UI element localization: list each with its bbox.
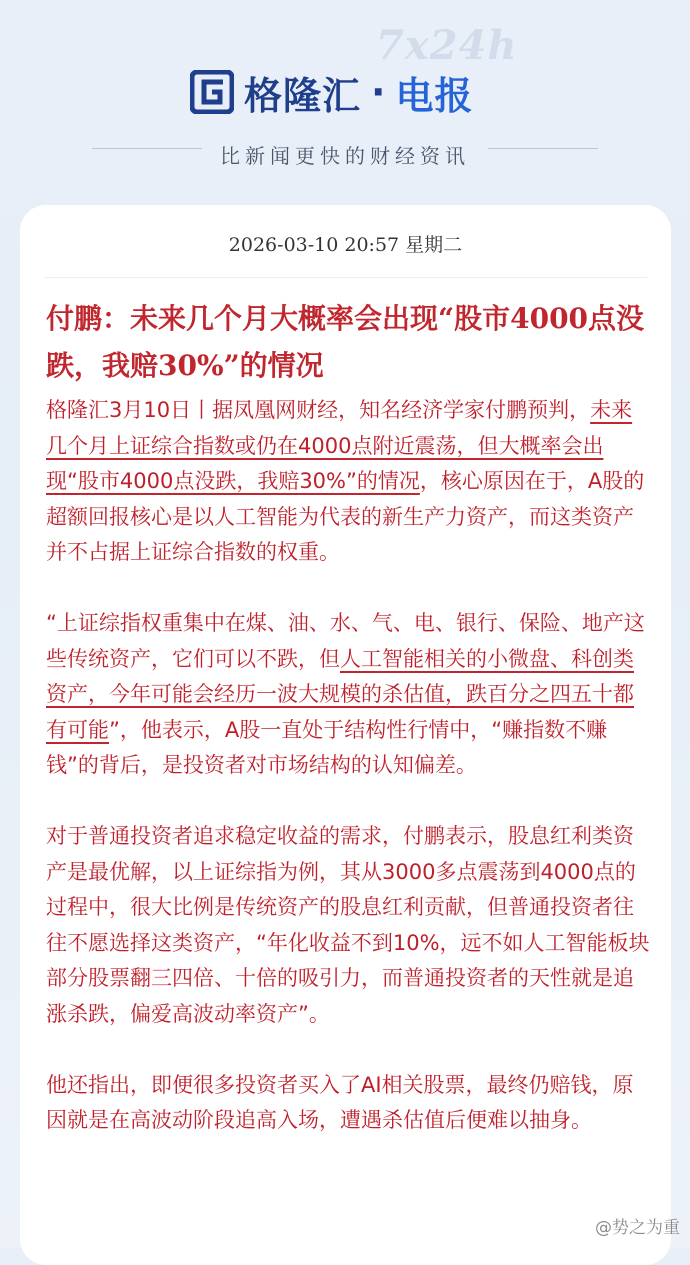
news-card [20,205,671,1265]
brand-dot: · [371,70,386,114]
gelonghui-logo-icon [190,70,234,114]
paragraph-2-text: “上证综指权重集中在煤、油、水、气、电、银行、保险、地产这些传统资产，它们可以不跌，但 [46,610,645,671]
paragraph-1-highlight: 未来几个月上证综合指数或仍在4000点附近震荡，但大概率会出现“股市4000点没跌，我赔30%”的情况 [46,398,633,494]
paragraph-1 [46,393,650,571]
weibo-credit: @势之为重 [595,1218,680,1238]
header [0,0,690,200]
news-datetime: 2026-03-10 20:57 星期二 [228,234,463,256]
paragraph-2-highlight: 人工智能相关的小微盘、科创类资产，今年可能会经历一波大规模的杀估值，跌百分之四五十都有可能 [46,646,634,742]
paragraph-1-text-end: ，核心原因在于，A股的超额回报核心是以人工智能为代表的新生产力资产，而这类资产并不占据上证综合指数的权重。 [46,469,645,565]
watermark-7x24h: 7x24h [376,22,518,69]
divider [44,277,647,278]
news-body [46,393,650,1174]
paragraph-3: 对于普通投资者追求稳定收益的需求，付鹏表示，股息红利类资产是最优解，以上证综指为例，其从3000多点震荡到4000点的过程中，很大比例是传统资产的股息红利贡献，但普通投资者往往不愿选择这类资产，“年化收益不到10%，远不如人工智能板块部分股票翻三四倍、十倍的吸引力，而普通投资者的天性就是追涨杀跌，偏爱高波动率资产”。 [46,823,650,1026]
tagline: 比新闻更快的财经资讯 [220,144,470,168]
paragraph-2-text-end: ”，他表示，A股一直处于结构性行情中，“赚指数不赚钱”的背后，是投资者对市场结构的认知偏差。 [46,717,608,778]
paragraph-4: 他还指出，即便很多投资者买入了AI相关股票，最终仍赔钱，原因就是在高波动阶段追高入场，遭遇杀估值后便难以抽身。 [46,1072,634,1133]
paragraph-1-text: 格隆汇3月10日丨据凤凰网财经，知名经济学家付鹏预判， [46,398,591,422]
brand-name: 格隆汇 [244,73,362,118]
news-title: 付鹏：未来几个月大概率会出现“股市4000点没跌，我赔30%”的情况 [46,302,645,382]
tagline-rule-right [488,148,598,149]
brand-sub: 电报 [395,73,474,118]
paragraph-2 [46,606,650,784]
brand-logo [190,64,473,120]
